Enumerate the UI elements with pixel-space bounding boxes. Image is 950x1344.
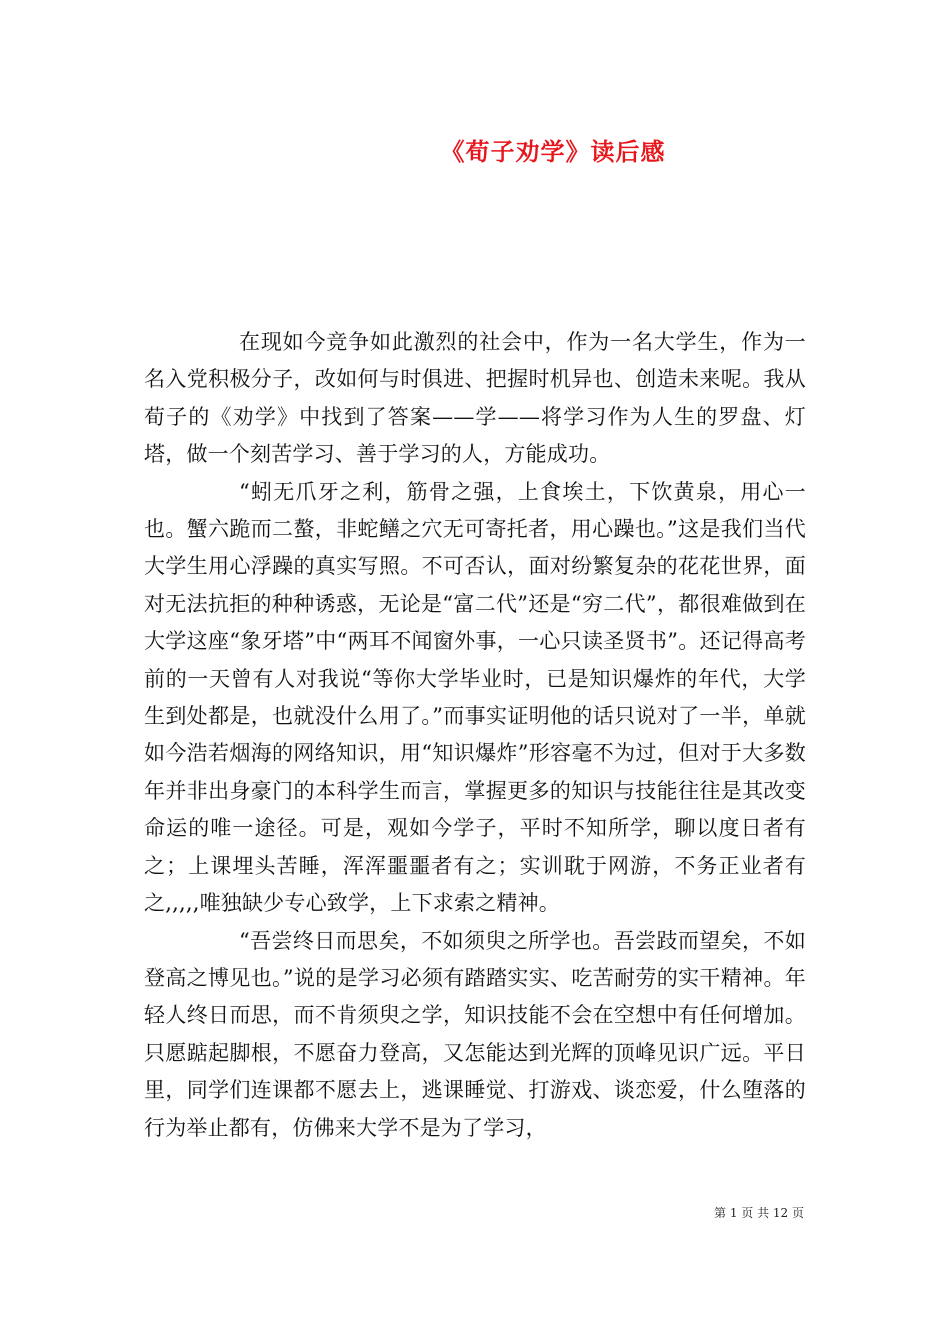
paragraph-1: 在现如今竞争如此激烈的社会中，作为一名大学生，作为一名入党积极分子，改如何与时俱进、把握时机异也、创造未来呢。我从荀子的《劝学》中找到了答案——学——将学习作为人生的罗盘、灯塔，做一个刻苦学习、善于学习的人，方能成功。 — [144, 330, 806, 467]
paragraph-2: “蚓无爪牙之利，筋骨之强，上食埃土，下饮黄泉，用心一也。蟹六跪而二螯，非蛇鳝之穴无可寄托者，用心躁也。”这是我们当代大学生用心浮躁的真实写照。不可否认，面对纷繁复杂的花花世界，面对无法抗拒的种种诱惑，无论是“富二代”还是“穷二代”，都很难做到在大学这座“象牙塔”中“两耳不闻窗外事，一心只读圣贤书”。还记得高考前的一天曾有人对我说“等你大学毕业时，已是知识爆炸的年代，大学生到处都是，也就没什么用了。”而事实证明他的话只说对了一半，单就如今浩若烟海的网络知识，用“知识爆炸”形容毫不为过，但对于大多数年并非出身豪门的本科学生而言，掌握更多的知识与技能往往是其改变命运的唯一途径。可是，观如今学子，平时不知所学，聊以度日者有之；上课埋头苦睡，浑浑噩噩者有之；实训耽于网游，不务正业者有之,,,,,唯独缺少专心致学，上下求索之精神。 — [144, 479, 806, 916]
document-body — [144, 324, 806, 1147]
document-title: 《荀子劝学》读后感 — [440, 137, 666, 166]
paragraph-3: “吾尝终日而思矣，不如须臾之所学也。吾尝跂而望矣，不如登高之博见也。”说的是学习必须有踏踏实实、吃苦耐劳的实干精神。年轻人终日而思，而不肯须臾之学，知识技能不会在空想中有任何增加。只愿踮起脚根，不愿奋力登高，又怎能达到光辉的顶峰见识广远。平日里，同学们连课都不愿去上，逃课睡觉、打游戏、谈恋爱，什么堕落的行为举止都有，仿佛来大学不是为了学习， — [144, 928, 806, 1140]
page-number-footer: 第 1 页 共 12 页 — [714, 1206, 804, 1220]
